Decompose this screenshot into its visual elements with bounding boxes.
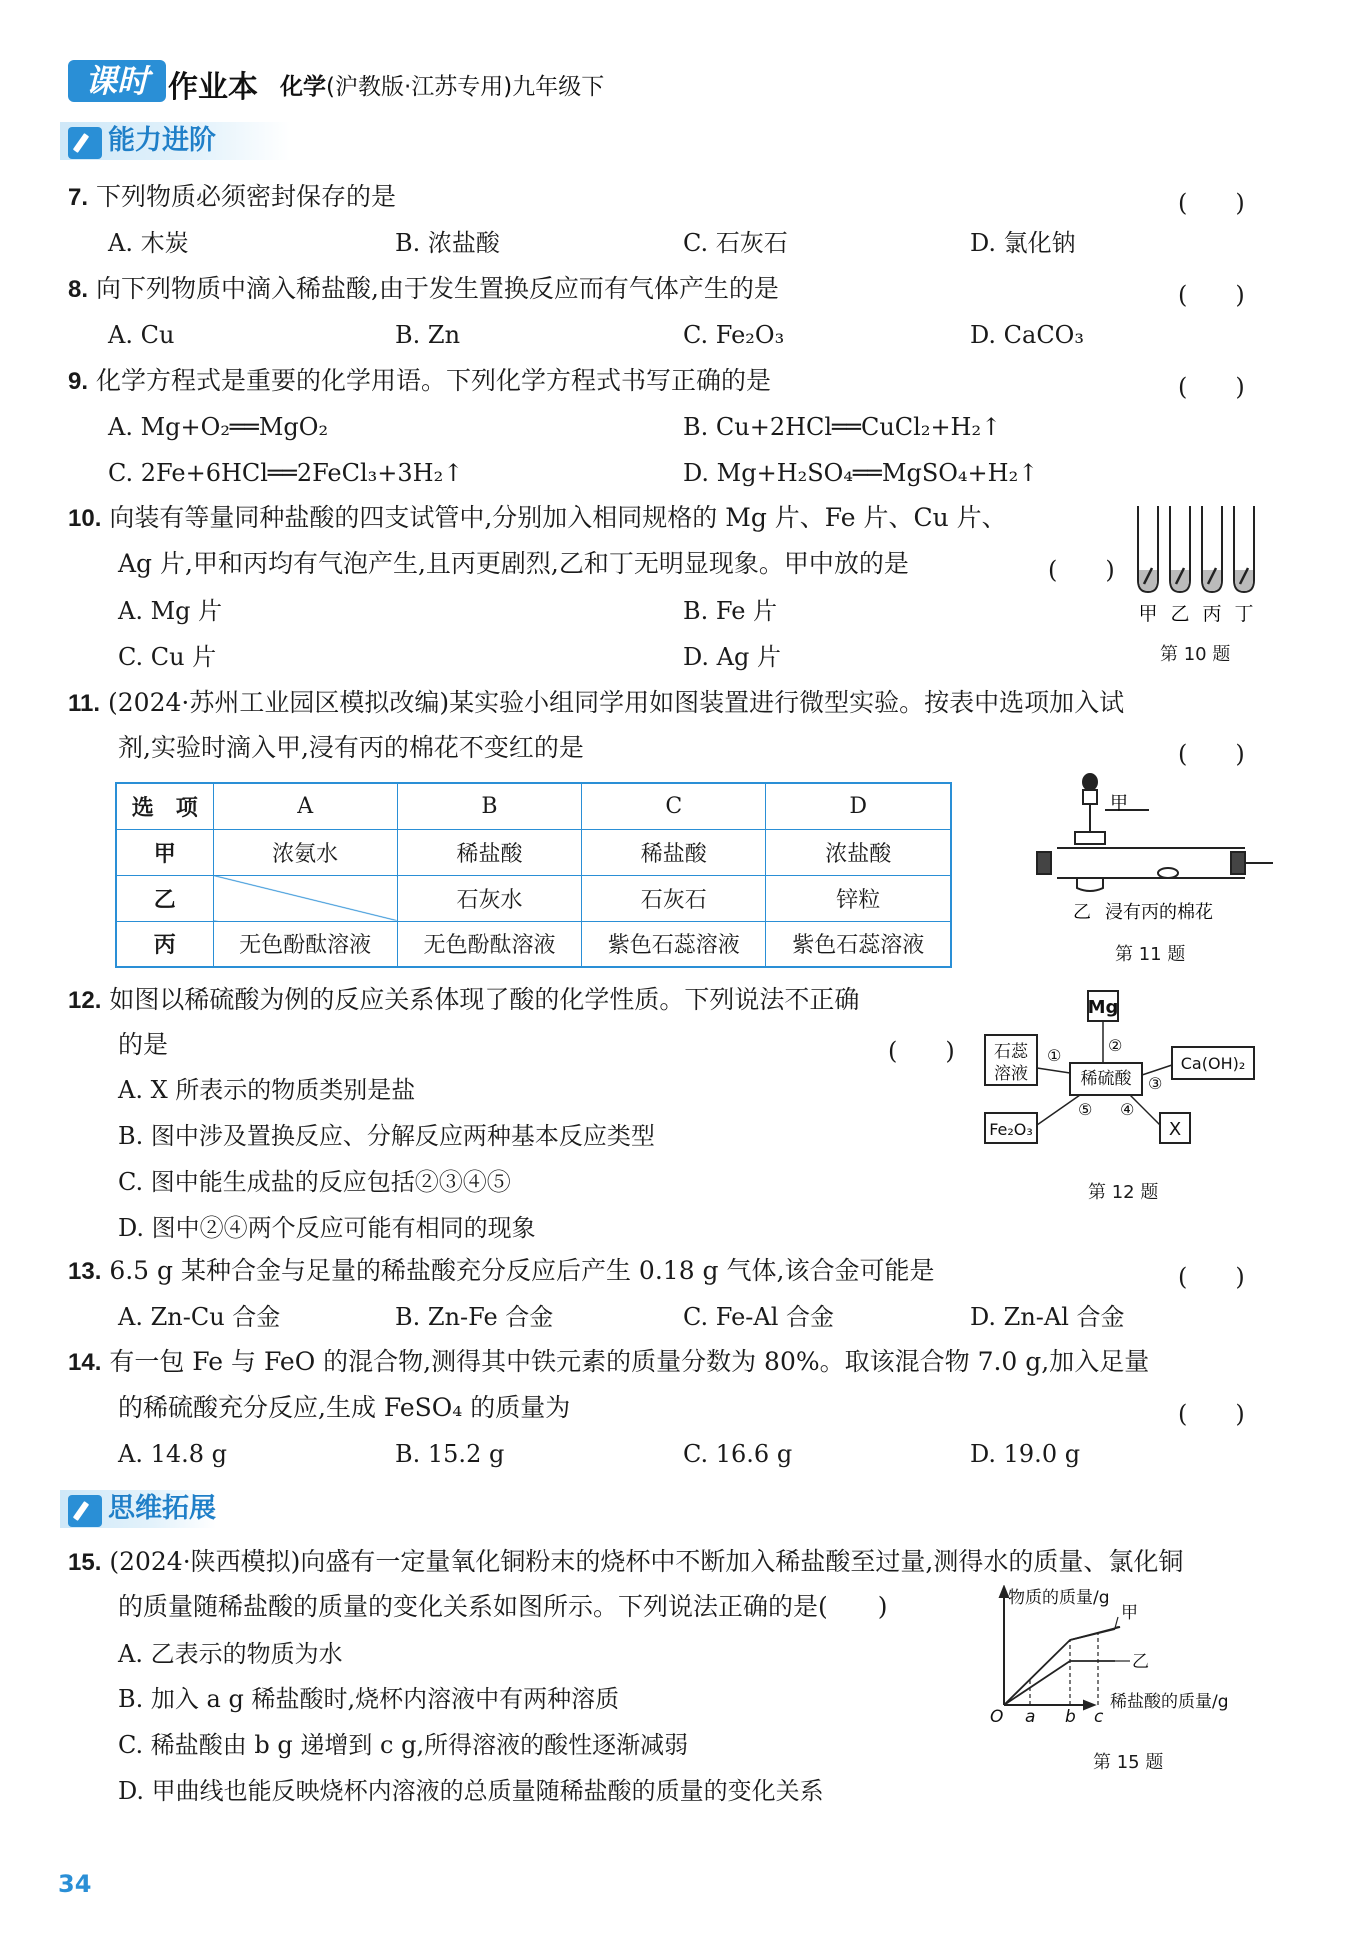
table-header: A [213,783,397,829]
reaction-number: ① [1047,1046,1062,1065]
book-title: 作业本 [168,70,258,105]
answer-blank: ( ) [1178,740,1245,768]
x-tick-a: a [1025,1707,1036,1725]
option-b: B. 浓盐酸 [395,229,500,257]
reaction-number: ③ [1148,1074,1163,1093]
option-c: C. 石灰石 [683,229,788,257]
table-cell: 石灰水 [397,875,581,921]
figure-caption: 第 15 题 [1093,1752,1164,1773]
option-a: A. 乙表示的物质为水 [118,1640,343,1668]
option-b: B. Fe 片 [683,597,778,625]
section-header-extension [60,1490,216,1528]
table-cell: 紫色石蕊溶液 [766,921,951,967]
table-cell: 锌粒 [766,875,951,921]
question-12-line1 [68,983,859,1018]
option-c: C. Fe₂O₃ [683,321,785,349]
apparatus-figure [1035,770,1275,930]
table-header: B [397,783,581,829]
left-label-1: 石蕊 [994,1042,1028,1062]
bottom-right-label: X [1168,1119,1182,1140]
option-d: D. 图中②④两个反应可能有相同的现象 [118,1214,536,1242]
y-axis-label: 物质的质量/g [1008,1588,1110,1608]
book-subtitle [280,68,604,101]
question-stem: 有一包 Fe 与 FeO 的混合物,测得其中铁元素的质量分数为 80%。取该混合物 7.0 g,加入足量 [109,1347,1150,1376]
question-stem: 向装有等量同种盐酸的四支试管中,分别加入相同规格的 Mg 片、Fe 片、Cu 片、 [109,503,1007,532]
question-14-line2: 的稀硫酸充分反应,生成 FeSO₄ 的质量为 [118,1393,571,1422]
table-row [116,875,951,921]
question-stem: 下列物质必须密封保存的是 [95,182,396,211]
question-stem: 向下列物质中滴入稀盐酸,由于发生置换反应而有气体产生的是 [95,274,779,303]
center-label: 稀硫酸 [1080,1069,1132,1089]
origin-label: O [990,1707,1004,1725]
reaction-number: ④ [1120,1100,1135,1119]
section-header-advanced [60,122,290,160]
option-c: C. Fe-Al 合金 [683,1303,835,1331]
pencil-icon [68,1495,102,1527]
table-cell: 稀盐酸 [397,829,581,875]
question-9 [68,364,771,399]
figure-caption: 第 10 题 [1160,644,1231,665]
reaction-diagram [980,985,1260,1160]
option-a: A. 木炭 [108,229,189,257]
answer-blank: ( ) [1178,1400,1245,1428]
table-cell: 甲 [116,829,213,875]
table-cell: 丙 [116,921,213,967]
table-cell: 乙 [116,875,213,921]
table-cell: 无色酚酞溶液 [213,921,397,967]
option-a: A. X 所表示的物质类别是盐 [118,1076,416,1104]
question-number: 10. [68,505,102,532]
question-11-line2: 剂,实验时滴入甲,浸有丙的棉花不变红的是 [118,733,584,762]
section-title: 能力进阶 [108,125,216,156]
option-d: D. CaCO₃ [970,321,1084,349]
option-c: C. 16.6 g [683,1440,793,1468]
question-7 [68,180,396,215]
question-stem: (2024·苏州工业园区模拟改编)某实验小组同学用如图装置进行微型实验。按表中选项加入试 [108,688,1125,717]
option-d: D. Mg+H₂SO₄══MgSO₄+H₂↑ [683,459,1039,487]
table-cell: 紫色石蕊溶液 [582,921,766,967]
label-cotton: 浸有丙的棉花 [1105,902,1213,923]
reagent-table [115,782,952,968]
label-yi: 乙 [1073,902,1091,923]
series-logo: 课时 [68,60,166,102]
right-label: Ca(OH)₂ [1180,1054,1246,1073]
option-a: A. Cu [108,321,175,349]
table-cell: 无色酚酞溶液 [397,921,581,967]
table-cell: 浓氨水 [213,829,397,875]
question-number: 11. [68,690,101,717]
question-stem: 6.5 g 某种合金与足量的稀盐酸充分反应后产生 0.18 g 气体,该合金可能是 [109,1256,935,1285]
edition-label: (沪教版·江苏专用)九年级下 [326,74,605,100]
option-c: C. Cu 片 [118,643,217,671]
top-label: Mg [1087,997,1119,1018]
tube-label-ding: 丁 [1234,603,1254,625]
option-c: C. 稀盐酸由 b g 递增到 c g,所得溶液的酸性逐渐减弱 [118,1731,689,1759]
option-a: A. Mg 片 [118,597,223,625]
question-8 [68,272,779,307]
test-tubes-figure [1130,500,1270,630]
question-number: 14. [68,1349,102,1376]
table-cell-empty [213,875,397,921]
option-a: A. Mg+O₂══MgO₂ [108,413,329,441]
x-tick-c: c [1094,1707,1104,1725]
page-number: 34 [58,1870,92,1898]
question-10-line2: Ag 片,甲和丙均有气泡产生,且丙更剧烈,乙和丁无明显现象。甲中放的是 [118,549,909,578]
answer-blank: ( ) [1048,556,1115,584]
table-cell: 稀盐酸 [582,829,766,875]
tube-label-yi: 乙 [1170,603,1190,625]
figure-caption: 第 11 题 [1115,944,1186,965]
question-stem: (2024·陕西模拟)向盛有一定量氧化铜粉末的烧杯中不断加入稀盐酸至过量,测得水的质量、氯化铜 [109,1547,1184,1576]
label-jia: 甲 [1110,793,1128,814]
option-a: A. Zn-Cu 合金 [118,1303,281,1331]
question-14-line1 [68,1345,1149,1380]
section-title: 思维拓展 [108,1493,216,1524]
question-stem: 如图以稀硫酸为例的反应关系体现了酸的化学性质。下列说法不正确 [109,985,860,1014]
option-d: D. 19.0 g [970,1440,1081,1468]
table-header: D [766,783,951,829]
table-row [116,921,951,967]
answer-blank: ( ) [1178,373,1245,401]
option-b: B. Zn [395,321,461,349]
table-header: C [582,783,766,829]
question-11-line1 [68,686,1124,721]
table-header-row [116,783,951,829]
question-12-line2: 的是 [118,1030,169,1059]
answer-blank: ( ) [1178,281,1245,309]
option-b: B. Zn-Fe 合金 [395,1303,554,1331]
question-number: 8. [68,276,89,303]
reaction-number: ⑤ [1078,1100,1093,1119]
question-number: 15. [68,1549,102,1576]
option-d: D. Ag 片 [683,643,781,671]
option-a: A. 14.8 g [118,1440,228,1468]
tube-label-jia: 甲 [1138,603,1158,625]
mass-graph [990,1585,1265,1725]
bottom-left-label: Fe₂O₃ [989,1120,1033,1139]
reaction-number: ② [1108,1036,1123,1055]
option-d: D. 甲曲线也能反映烧杯内溶液的总质量随稀盐酸的质量的变化关系 [118,1777,824,1805]
series-label-jia: 甲 [1121,1603,1138,1623]
question-15-line2: 的质量随稀盐酸的质量的变化关系如图所示。下列说法正确的是( ) [118,1592,888,1621]
answer-blank: ( ) [888,1037,955,1065]
option-b: B. 15.2 g [395,1440,505,1468]
question-number: 12. [68,987,102,1014]
option-c: C. 图中能生成盐的反应包括②③④⑤ [118,1168,511,1196]
question-13 [68,1254,934,1289]
option-b: B. Cu+2HCl══CuCl₂+H₂↑ [683,413,1002,441]
figure-caption: 第 12 题 [1088,1182,1159,1203]
option-d: D. Zn-Al 合金 [970,1303,1125,1331]
tube-label-bing: 丙 [1202,603,1222,625]
question-15-line1 [68,1545,1183,1580]
left-label-2: 溶液 [994,1064,1028,1084]
question-number: 13. [68,1258,102,1285]
x-axis-label: 稀盐酸的质量/g [1110,1692,1229,1712]
answer-blank: ( ) [1178,189,1245,217]
series-label-yi: 乙 [1132,1652,1149,1672]
option-b: B. 图中涉及置换反应、分解反应两种基本反应类型 [118,1122,655,1150]
option-c: C. 2Fe+6HCl══2FeCl₃+3H₂↑ [108,459,464,487]
answer-blank: ( ) [1178,1263,1245,1291]
subject-label: 化学 [280,74,326,100]
x-tick-b: b [1065,1707,1076,1725]
table-header: 选 项 [116,783,213,829]
table-row [116,829,951,875]
option-b: B. 加入 a g 稀盐酸时,烧杯内溶液中有两种溶质 [118,1685,620,1713]
question-number: 7. [68,184,89,211]
question-stem: 化学方程式是重要的化学用语。下列化学方程式书写正确的是 [95,366,771,395]
option-d: D. 氯化钠 [970,229,1076,257]
question-number: 9. [68,368,89,395]
table-cell: 浓盐酸 [766,829,951,875]
table-cell: 石灰石 [582,875,766,921]
pencil-icon [68,127,102,159]
question-10-line1 [68,501,1007,536]
